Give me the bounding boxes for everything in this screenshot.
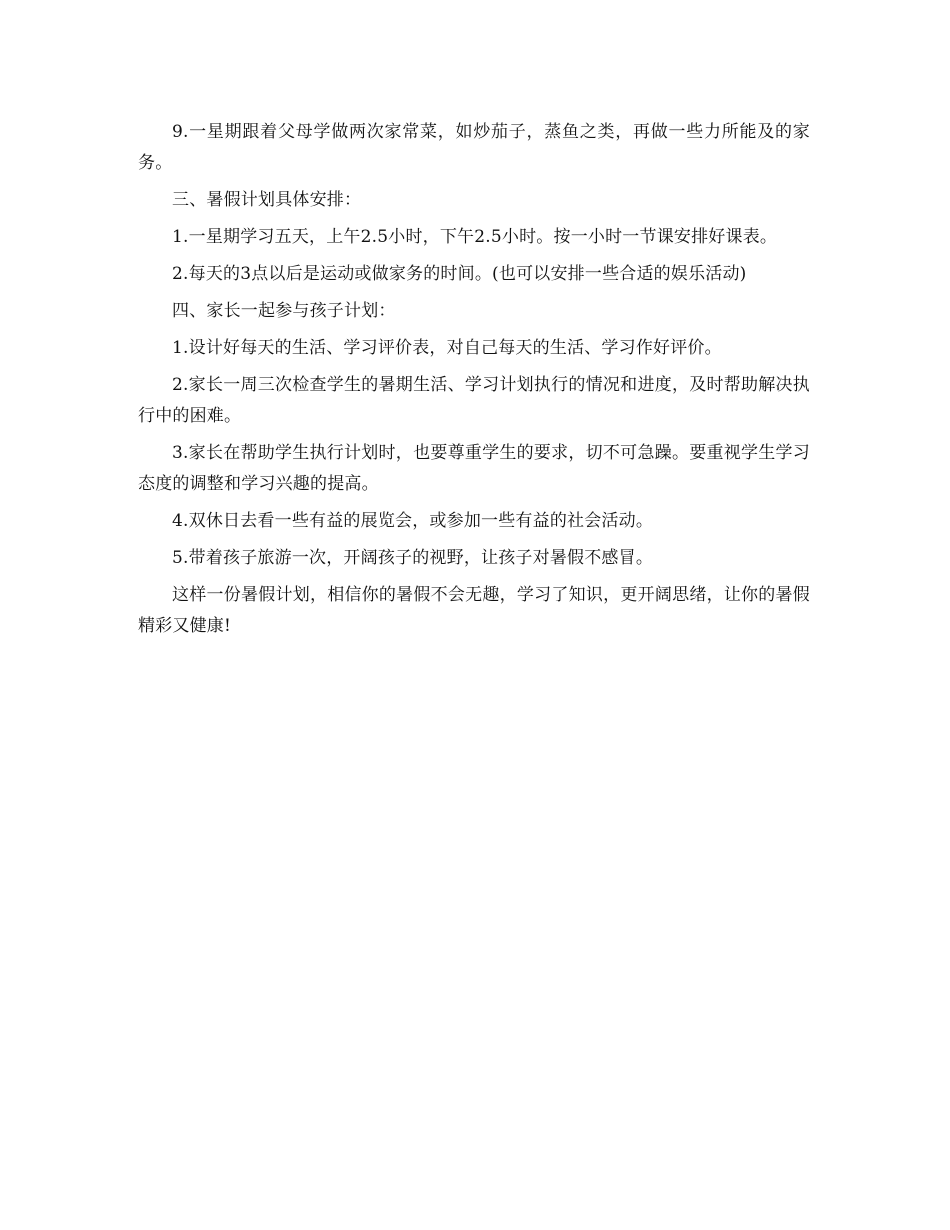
- paragraph-travel: 5.带着孩子旅游一次，开阔孩子的视野，让孩子对暑假不感冒。: [172, 548, 654, 568]
- paragraph-weekend-activities: 4.双休日去看一些有益的展览会，或参加一些有益的社会活动。: [172, 511, 654, 531]
- paragraph-conclusion: 这样一份暑假计划，相信你的暑假不会无趣，学习了知识，更开阔思绪，让你的暑假精彩又健康!: [138, 585, 810, 636]
- paragraph-cooking: 9.一星期跟着父母学做两次家常菜，如炒茄子，蒸鱼之类，再做一些力所能及的家务。: [138, 122, 810, 173]
- paragraph-study-days: 1.一星期学习五天，上午2.5小时，下午2.5小时。按一小时一节课安排好课表。: [172, 227, 778, 247]
- paragraph-evaluation-table: 1.设计好每天的生活、学习评价表，对自己每天的生活、学习作好评价。: [172, 338, 722, 358]
- document-body: [138, 117, 810, 648]
- heading-parent-participation: 四、家长一起参与孩子计划：: [172, 301, 396, 321]
- heading-schedule: 三、暑假计划具体安排：: [172, 190, 362, 210]
- paragraph-exercise-time: 2.每天的3点以后是运动或做家务的时间。(也可以安排一些合适的娱乐活动): [172, 264, 747, 284]
- paragraph-parent-check: 2.家长一周三次检查学生的暑期生活、学习计划执行的情况和进度，及时帮助解决执行中的困难。: [138, 375, 810, 426]
- paragraph-respect-student: 3.家长在帮助学生执行计划时，也要尊重学生的要求，切不可急躁。要重视学生学习态度的调整和学习兴趣的提高。: [138, 443, 810, 494]
